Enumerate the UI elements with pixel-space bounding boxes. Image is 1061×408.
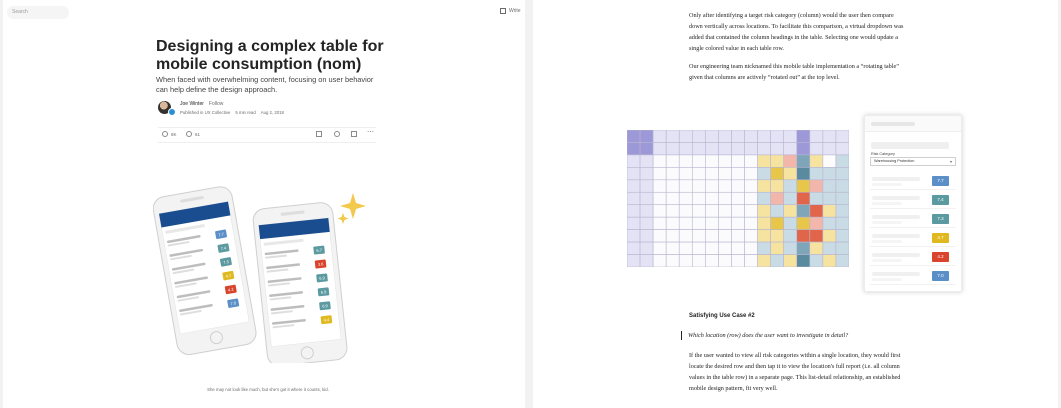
table-cell — [718, 205, 731, 217]
table-cell — [679, 180, 692, 192]
table-cell — [679, 230, 692, 242]
risk-score-badge: 4.7 — [932, 233, 949, 243]
table-cell — [758, 130, 771, 142]
table-cell — [679, 205, 692, 217]
table-cell — [718, 155, 731, 167]
table-cell — [823, 130, 836, 142]
read-time: 5 min read — [235, 110, 256, 115]
table-cell — [823, 242, 836, 254]
table-cell — [705, 192, 718, 204]
article-actions-bar — [158, 127, 376, 143]
table-cell — [823, 155, 836, 167]
table-cell — [836, 167, 849, 179]
table-cell — [705, 155, 718, 167]
table-cell — [705, 205, 718, 217]
table-cell — [666, 130, 679, 142]
table-cell — [705, 217, 718, 229]
table-cell — [771, 155, 784, 167]
table-cell — [731, 155, 744, 167]
table-cell — [836, 205, 849, 217]
play-icon — [334, 131, 340, 137]
table-cell — [627, 205, 640, 217]
table-cell — [797, 230, 810, 242]
table-cell — [705, 255, 718, 267]
table-cell — [771, 192, 784, 204]
table-cell — [705, 180, 718, 192]
sparkle-icon — [340, 193, 366, 219]
table-cell — [679, 217, 692, 229]
table-cell — [745, 230, 758, 242]
phone-score-text: 7.0 — [230, 300, 237, 307]
table-cell — [718, 130, 731, 142]
table-cell — [666, 242, 679, 254]
table-cell — [810, 192, 823, 204]
table-cell — [653, 155, 666, 167]
publication-badge-icon — [168, 108, 176, 116]
table-cell — [666, 230, 679, 242]
chevron-down-icon: ▾ — [949, 159, 952, 164]
table-cell — [823, 192, 836, 204]
table-cell — [810, 155, 823, 167]
table-cell — [653, 205, 666, 217]
table-cell — [692, 255, 705, 267]
table-cell — [745, 255, 758, 267]
publish-date: Aug 2, 2018 — [260, 110, 284, 115]
table-cell — [666, 205, 679, 217]
table-cell — [627, 167, 640, 179]
location-row[interactable] — [870, 250, 956, 266]
table-cell — [823, 142, 836, 154]
comment-icon — [186, 131, 192, 137]
table-cell — [679, 155, 692, 167]
table-cell — [771, 142, 784, 154]
table-cell — [823, 255, 836, 267]
section-heading: Satisfying Use Case #2 — [689, 313, 755, 319]
table-cell — [771, 180, 784, 192]
table-cell — [627, 192, 640, 204]
table-cell — [823, 205, 836, 217]
pull-quote: Which location (row) does the user want to investigate in detail? — [681, 331, 918, 340]
table-cell — [731, 255, 744, 267]
table-cell — [653, 167, 666, 179]
table-cell — [627, 155, 640, 167]
table-cell — [758, 242, 771, 254]
table-cell — [745, 205, 758, 217]
table-cell — [758, 142, 771, 154]
phone-back — [153, 185, 258, 356]
location-row[interactable] — [870, 269, 956, 285]
table-cell — [640, 205, 653, 217]
share-button[interactable] — [351, 131, 357, 137]
table-cell — [692, 205, 705, 217]
table-cell — [836, 230, 849, 242]
phone-score-text: 6.9 — [321, 303, 328, 309]
table-cell — [797, 180, 810, 192]
table-cell — [771, 230, 784, 242]
article-title: Designing a complex table for mobile consumption (nom) — [156, 38, 384, 73]
table-cell — [836, 255, 849, 267]
table-cell — [640, 167, 653, 179]
table-cell — [653, 230, 666, 242]
table-cell — [758, 167, 771, 179]
table-cell — [810, 230, 823, 242]
response-count: 61 — [195, 131, 201, 137]
table-cell — [640, 192, 653, 204]
table-cell — [692, 242, 705, 254]
table-cell — [718, 217, 731, 229]
mockup-header — [865, 116, 961, 132]
table-cell — [784, 155, 797, 167]
published-in[interactable]: Published in UX Collective — [180, 110, 231, 115]
table-cell — [784, 205, 797, 217]
image-caption: She may not look like much, but she's got it where it counts, kid. — [207, 387, 329, 392]
table-cell — [810, 142, 823, 154]
table-cell — [810, 180, 823, 192]
phone-score-text: 6.7 — [316, 247, 323, 253]
mobile-table-mockup — [864, 115, 962, 292]
table-cell — [653, 242, 666, 254]
table-cell — [679, 255, 692, 267]
table-cell — [823, 167, 836, 179]
location-row[interactable] — [870, 174, 956, 190]
paragraph-3: If the user wanted to view all risk categories within a single location, they would first locate the desired row and then tap it to view the location's full report (i.e. all column values in the table row) in a separate page. This list-detail relationship, an established mobile design pattern, fit very well. — [689, 352, 901, 392]
table-cell — [627, 142, 640, 154]
table-cell — [705, 167, 718, 179]
table-cell — [731, 192, 744, 204]
risk-score-badge: 7.4 — [932, 195, 949, 205]
table-cell — [627, 255, 640, 267]
table-cell — [836, 180, 849, 192]
table-cell — [810, 242, 823, 254]
table-cell — [758, 230, 771, 242]
table-cell — [627, 130, 640, 142]
table-cell — [640, 155, 653, 167]
table-cell — [784, 130, 797, 142]
risk-category-value: Warehousing Protection — [874, 159, 915, 163]
table-cell — [797, 167, 810, 179]
table-cell — [823, 230, 836, 242]
table-cell — [653, 217, 666, 229]
table-cell — [758, 155, 771, 167]
table-cell — [627, 242, 640, 254]
more-button[interactable] — [367, 128, 374, 136]
phone-score-text: 6.9 — [319, 275, 326, 281]
table-cell — [718, 142, 731, 154]
table-cell — [836, 242, 849, 254]
table-cell — [640, 180, 653, 192]
table-cell — [666, 155, 679, 167]
table-cell — [666, 180, 679, 192]
table-cell — [745, 142, 758, 154]
table-cell — [745, 192, 758, 204]
table-cell — [705, 130, 718, 142]
rotating-table-diagram — [627, 130, 849, 267]
phone-score-text: 3.6 — [317, 261, 324, 267]
table-cell — [679, 192, 692, 204]
table-cell — [666, 255, 679, 267]
table-cell — [653, 130, 666, 142]
table-cell — [745, 242, 758, 254]
table-cell — [784, 180, 797, 192]
table-cell — [797, 217, 810, 229]
table-cell — [718, 242, 731, 254]
table-cell — [784, 217, 797, 229]
table-cell — [745, 217, 758, 229]
table-cell — [627, 217, 640, 229]
table-cell — [692, 230, 705, 242]
table-cell — [771, 217, 784, 229]
table-cell — [797, 242, 810, 254]
table-cell — [679, 167, 692, 179]
table-cell — [797, 130, 810, 142]
table-cell — [640, 130, 653, 142]
table-cell — [718, 255, 731, 267]
write-icon — [500, 8, 506, 14]
table-cell — [640, 230, 653, 242]
table-cell — [731, 205, 744, 217]
table-cell — [640, 242, 653, 254]
table-cell — [640, 142, 653, 154]
table-cell — [627, 180, 640, 192]
phone-score-text: 7.7 — [217, 231, 225, 238]
table-cell — [771, 205, 784, 217]
sparkle-small-icon — [338, 213, 349, 224]
table-cell — [692, 192, 705, 204]
share-icon — [351, 131, 357, 137]
table-cell — [692, 217, 705, 229]
table-cell — [797, 142, 810, 154]
phone-score-text: 7.4 — [220, 245, 227, 252]
table-cell — [810, 167, 823, 179]
paragraph-2: Our engineering team nicknamed this mobile table implementation a “rotating table” given that columns are actively “rotated out” at the top level. — [689, 63, 899, 81]
clap-count: 8K — [171, 131, 177, 137]
phone-score-text: 4.7 — [225, 272, 232, 279]
table-cell — [823, 180, 836, 192]
table-cell — [758, 192, 771, 204]
table-cell — [692, 142, 705, 154]
table-cell — [784, 142, 797, 154]
write-label: Write — [509, 8, 521, 14]
table-cell — [718, 180, 731, 192]
table-cell — [731, 142, 744, 154]
clap-button[interactable] — [162, 131, 177, 137]
table-cell — [836, 130, 849, 142]
location-row[interactable] — [870, 193, 956, 209]
table-cell — [771, 130, 784, 142]
table-cell — [810, 205, 823, 217]
table-cell — [692, 167, 705, 179]
table-cell — [692, 130, 705, 142]
table-cell — [640, 217, 653, 229]
table-cell — [718, 192, 731, 204]
table-cell — [666, 167, 679, 179]
table-cell — [692, 155, 705, 167]
table-cell — [784, 230, 797, 242]
article-page-right — [533, 0, 1058, 408]
write-button[interactable] — [500, 8, 521, 14]
table-cell — [758, 205, 771, 217]
table-cell — [797, 192, 810, 204]
table-cell — [653, 192, 666, 204]
table-cell — [810, 217, 823, 229]
risk-category-label: Risk Category — [871, 152, 895, 156]
table-cell — [784, 255, 797, 267]
table-cell — [784, 242, 797, 254]
table-cell — [705, 142, 718, 154]
location-row[interactable] — [870, 212, 956, 228]
risk-score-badge: 4.2 — [932, 252, 949, 262]
table-cell — [758, 217, 771, 229]
author-name[interactable]: Joe Winter — [180, 101, 204, 107]
risk-score-badge: 7.3 — [932, 214, 949, 224]
table-cell — [731, 130, 744, 142]
table-cell — [679, 130, 692, 142]
table-cell — [797, 255, 810, 267]
table-cell — [810, 255, 823, 267]
table-cell — [731, 230, 744, 242]
table-cell — [653, 142, 666, 154]
table-cell — [797, 205, 810, 217]
table-cell — [771, 242, 784, 254]
table-cell — [679, 142, 692, 154]
table-cell — [653, 255, 666, 267]
table-cell — [731, 217, 744, 229]
table-cell — [836, 192, 849, 204]
table-cell — [745, 180, 758, 192]
table-cell — [640, 255, 653, 267]
table-cell — [745, 167, 758, 179]
table-cell — [745, 155, 758, 167]
table-cell — [731, 167, 744, 179]
search-input[interactable]: Search — [7, 6, 69, 19]
phone-score-text: 6.9 — [320, 289, 327, 295]
table-cell — [731, 180, 744, 192]
phone-front — [252, 202, 348, 363]
table-cell — [784, 192, 797, 204]
table-cell — [758, 255, 771, 267]
table-cell — [718, 167, 731, 179]
table-cell — [705, 242, 718, 254]
table-cell — [771, 167, 784, 179]
table-cell — [797, 155, 810, 167]
location-row[interactable] — [870, 231, 956, 247]
table-cell — [836, 142, 849, 154]
table-cell — [836, 217, 849, 229]
follow-link[interactable]: Follow — [208, 101, 224, 107]
phone-score-text: 4.4 — [323, 317, 330, 323]
hero-phones-illustration — [153, 183, 383, 363]
table-cell — [718, 230, 731, 242]
article-subtitle: When faced with overwhelming content, focusing on user behavior can help define the design approach. — [156, 75, 374, 94]
paragraph-1: Only after identifying a target risk category (column) would the user then compare down vertically across locations. To facilitate this comparison, a virtual dropdown was added that contained the column headings in the table. Selecting one would update a single colored value in each table row. — [689, 12, 904, 52]
risk-score-badge: 7.7 — [932, 176, 949, 186]
bookmark-icon — [316, 131, 322, 137]
table-cell — [666, 192, 679, 204]
responses-button[interactable] — [186, 131, 200, 137]
table-cell — [771, 255, 784, 267]
table-cell — [705, 230, 718, 242]
table-cell — [784, 167, 797, 179]
table-cell — [810, 130, 823, 142]
risk-category-select[interactable] — [870, 157, 956, 166]
phone-score-text: 7.3 — [222, 259, 230, 265]
risk-score-badge: 7.0 — [932, 271, 949, 281]
table-cell — [731, 242, 744, 254]
table-cell — [692, 180, 705, 192]
listen-button[interactable] — [334, 131, 340, 137]
table-cell — [823, 217, 836, 229]
table-cell — [836, 155, 849, 167]
phone-score-text: 4.2 — [227, 286, 234, 293]
more-icon: ⋯ — [367, 129, 374, 136]
clap-icon — [162, 131, 168, 137]
table-cell — [627, 230, 640, 242]
table-cell — [745, 130, 758, 142]
table-cell — [679, 242, 692, 254]
table-cell — [758, 180, 771, 192]
table-cell — [666, 142, 679, 154]
bookmark-button[interactable] — [316, 131, 322, 137]
table-cell — [653, 180, 666, 192]
table-cell — [666, 217, 679, 229]
article-page-left — [3, 0, 525, 408]
